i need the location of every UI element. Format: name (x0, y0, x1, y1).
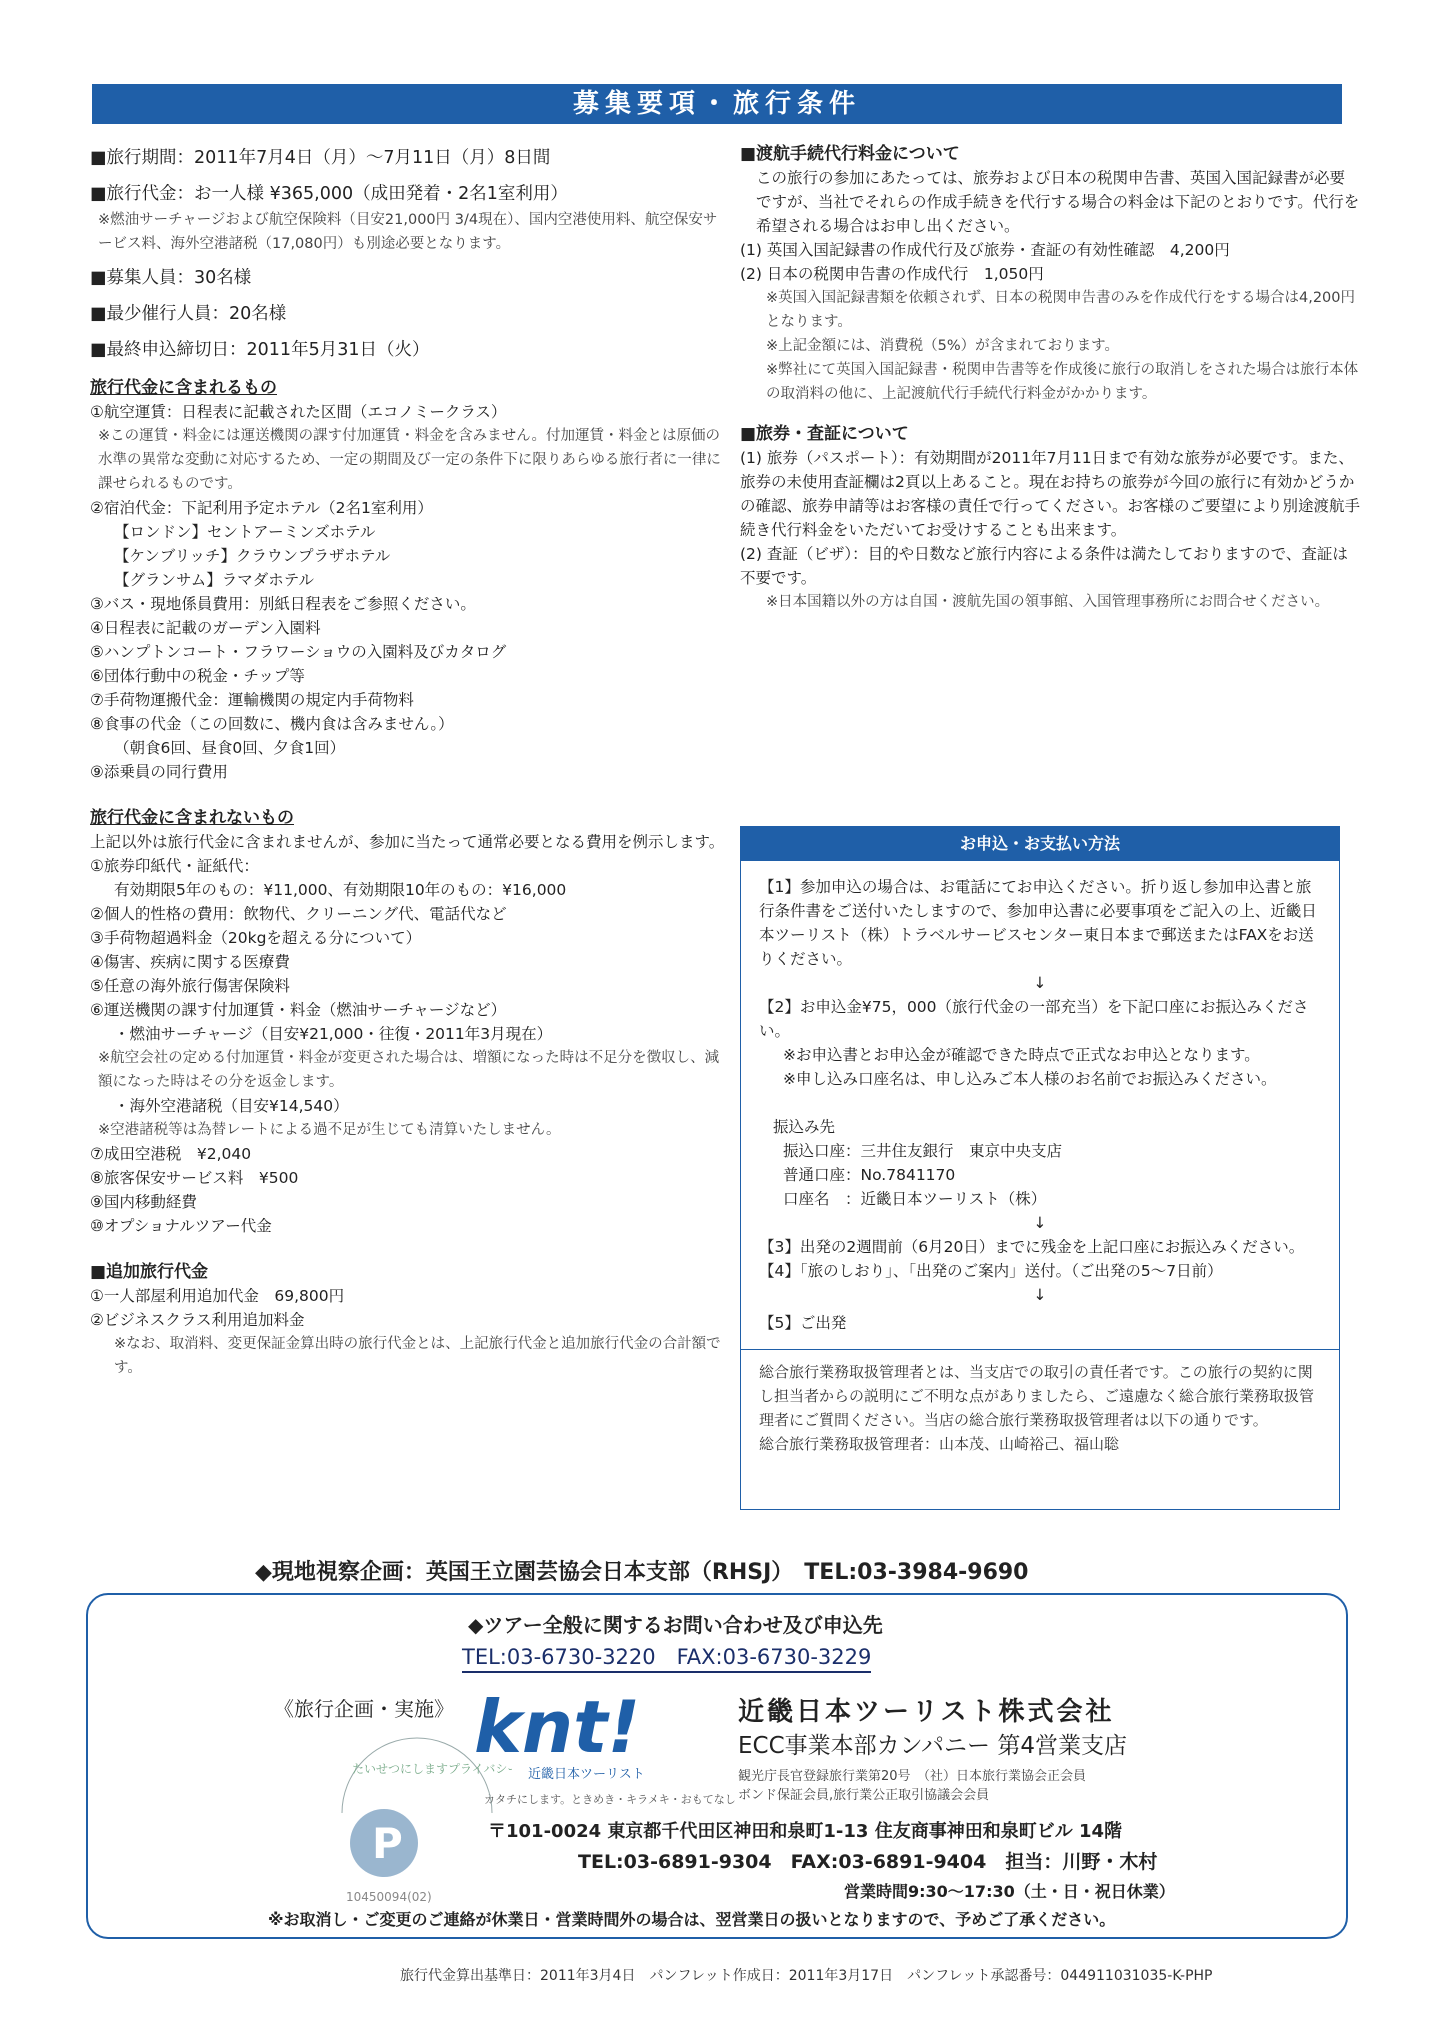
list-item: ・燃油サーチャージ（目安¥21,000・往復・2011年3月現在） (114, 1025, 553, 1043)
bank-line: 口座名 ：近畿日本ツーリスト（株） (783, 1190, 1047, 1208)
address: 〒101-0024 東京都千代田区神田和泉町1-13 住友商事神田和泉町ビル 14階 (488, 1821, 1123, 1842)
arrow-icon: ↓ (1033, 1214, 1047, 1232)
privacy-number: 10450094(02) (346, 1890, 432, 1904)
contact-tel-fax[interactable]: TEL:03-6730-3220 FAX:03-6730-3229 (462, 1641, 871, 1673)
capacity: ■募集人員：30名様 (90, 268, 252, 288)
list-item: ※空港諸税等は為替レートによる過不足が生じても清算いたしません。 (98, 1122, 561, 1138)
list-item: ⑥団体行動中の税金・チップ等 (90, 667, 305, 685)
application-box (740, 826, 1340, 1510)
list-item: ※航空会社の定める付加運賃・料金が変更された場合は、増額になった時は不足分を徴収し、減額になった時はその分を返金します。 (98, 1050, 720, 1090)
knt-tagline: カタチにします。ときめき・キラメキ・おもてなし (484, 1793, 736, 1806)
rhsj-contact: ◆現地視察企画：英国王立園芸協会日本支部（RHSJ） TEL:03-3984-9690 (255, 1560, 1029, 1585)
list-item: (2) 査証（ビザ）：目的や日数など旅行内容による条件は満たしておりますので、査証は不要です。 (740, 545, 1348, 587)
bank-line: 振込口座：三井住友銀行 東京中央支店 (783, 1142, 1063, 1160)
list-item: ①旅券印紙代・証紙代： (90, 857, 259, 875)
organizer-label: 《旅行企画・実施》 (274, 1697, 454, 1721)
excluded-intro: 上記以外は旅行代金に含まれませんが、参加に当たって通常必要となる費用を例示します。 (90, 833, 725, 851)
registration-line: ボンド保証会員,旅行業公正取引協議会会員 (738, 1788, 990, 1803)
left-column (90, 136, 730, 1380)
list-item: ⑤ハンプトンコート・フラワーショウの入園料及びカタログ (90, 643, 507, 661)
list-item: ⑤任意の海外旅行傷害保険料 (90, 977, 290, 995)
list-item: ⑧旅客保安サービス料 ¥500 (90, 1169, 299, 1187)
list-item: (2) 日本の税関申告書の作成代行 1,050円 (740, 265, 1044, 283)
list-item: ⑥運送機関の課す付加運賃・料金（燃油サーチャージなど） (90, 1001, 507, 1019)
contact-heading: ◆ツアー全般に関するお問い合わせ及び申込先 (468, 1613, 883, 1637)
list-item: ④傷害、疾病に関する医療費 (90, 953, 290, 971)
list-item: ②ビジネスクラス利用追加料金 (90, 1311, 305, 1329)
list-item: ⑧食事の代金（この回数に、機内食は含みません。） (90, 715, 454, 733)
list-item: 【ロンドン】セントアーミンズホテル (114, 523, 376, 541)
privacy-p: P (372, 1819, 403, 1868)
price: ■旅行代金：お一人様 ¥365,000（成田発着・2名1室利用） (90, 184, 568, 204)
list-item: ①一人部屋利用追加代金 69,800円 (90, 1287, 345, 1305)
fee-title: ■渡航手続代行料金について (740, 144, 960, 164)
list-item: ※弊社にて英国入国記録書・税関申告書等を作成後に旅行の取消しをされた場合は旅行本体の取消料の他に、上記渡航代行手続代行料金がかかります。 (766, 362, 1359, 402)
additional-list (90, 1284, 730, 1380)
list-item: ③バス・現地係員費用：別紙日程表をご参照ください。 (90, 595, 476, 613)
deadline: ■最終申込締切日：2011年5月31日（火） (90, 340, 430, 360)
minimum: ■最少催行人員：20名様 (90, 304, 287, 324)
list-item: 【ケンブリッチ】クラウンプラザホテル (114, 547, 391, 565)
list-item: (1) 英国入国記録書の作成代行及び旅券・査証の有効性確認 4,200円 (740, 241, 1230, 259)
right-column (740, 136, 1360, 614)
step-note: ※申し込み口座名は、申し込みご本人様のお名前でお振込みください。 (783, 1070, 1277, 1088)
bank-title: 振込み先 (773, 1118, 836, 1136)
application-title: お申込・お支払い方法 (741, 827, 1339, 861)
step: 【5】ご出発 (759, 1314, 847, 1332)
business-hours: 営業時間9:30～17:30（土・日・祝日休業） (844, 1882, 1175, 1901)
list-item: ⑦手荷物運搬代金：運輸機関の規定内手荷物料 (90, 691, 414, 709)
list-item: ※英国入国記録書類を依頼されず、日本の税関申告書のみを作成代行をする場合は4,200円となります。 (766, 290, 1355, 330)
list-item: ・海外空港諸税（目安¥14,540） (114, 1097, 349, 1115)
registration-line: 観光庁長官登録旅行業第20号 （社）日本旅行業協会正会員 (738, 1769, 1087, 1784)
manager-names: 総合旅行業務取扱管理者：山本茂、山崎裕己、福山聡 (759, 1435, 1120, 1453)
step: 【3】出発の2週間前（6月20日）までに残金を上記口座にお振込みください。 (759, 1238, 1305, 1256)
step-note: ※お申込書とお申込金が確認できた時点で正式なお申込となります。 (783, 1046, 1260, 1064)
company-name: 近畿日本ツーリスト株式会社 (738, 1697, 1115, 1727)
footer-meta: 旅行代金算出基準日：2011年3月4日 パンフレット作成日：2011年3月17日 パンフレット承認番号：044911031035-K-PHP (400, 1968, 1213, 1984)
arrow-icon: ↓ (1033, 1286, 1047, 1304)
manager-note (741, 1349, 1339, 1466)
branch-tel-fax[interactable]: TEL:03-6891-9304 FAX:03-6891-9404 担当：川野・木村 (578, 1851, 1158, 1873)
bank-line: 普通口座：No.7841170 (783, 1166, 956, 1184)
list-item: ③手荷物超過料金（20kgを超える分について） (90, 929, 422, 947)
list-item: ※日本国籍以外の方は自国・渡航先国の領事館、入国管理事務所にお問合せください。 (766, 594, 1330, 610)
excluded-title: 旅行代金に含まれないもの (90, 808, 294, 828)
list-item: ①航空運賃：日程表に記載された区間（エコノミークラス） (90, 403, 507, 421)
step: 【1】参加申込の場合は、お電話にてお申込ください。折り返し参加申込書と旅行条件書をご送付いたしますので、参加申込書に必要事項をご記入の上、近畿日本ツーリスト（株）トラベルサービスセンター東日本まで郵送またはFAXをお送りください。 (759, 878, 1317, 968)
included-list (90, 400, 730, 784)
list-item: ④日程表に記載のガーデン入園料 (90, 619, 321, 637)
list-item: ⑩オプショナルツアー代金 (90, 1217, 272, 1235)
list-item: ※上記金額には、消費税（5%）が含まれております。 (766, 338, 1119, 354)
list-item: ※この運賃・料金には運送機関の課す付加運賃・料金を含みません。付加運賃・料金とは原価の水準の異常な変動に対応するため、一定の期間及び一定の条件下に限りあらゆる旅行者に一律に課せられるものです。 (98, 428, 721, 492)
list-item: (1) 旅券（パスポート）：有効期間が2011年7月11日まで有効な旅券が必要です。また、旅券の未使用査証欄は2頁以上あること。現在お持ちの旅券が今回の旅行に有効かどうかの確認、旅券申請等はお客様の責任で行ってください。お客様のご要望により別途渡航手続き代行料金をいただいてお受けすることも出来ます。 (740, 449, 1361, 539)
excluded-list (90, 854, 730, 1238)
fee-intro: この旅行の参加にあたっては、旅券および日本の税関申告書、英国入国記録書が必要ですが、当社でそれらの作成手続きを代行する場合の料金は下記のとおりです。代行を希望される場合はお申し出ください。 (756, 169, 1360, 235)
list-item: 【グランサム】ラマダホテル (114, 571, 314, 589)
arrow-icon: ↓ (1033, 974, 1047, 992)
privacy-text: たいせつにしますプライバシー (352, 1762, 512, 1776)
registration (738, 1765, 1086, 1803)
knt-logo-sub: 近畿日本ツーリスト (528, 1767, 645, 1782)
price-note: ※燃油サーチャージおよび航空保険料（目安21,000円 3/4現在）、国内空港使用料、航空保安サービス料、海外空港諸税（17,080円）も別途必要となります。 (98, 212, 718, 252)
application-steps (741, 861, 1339, 1349)
contact-panel (86, 1593, 1348, 1939)
knt-logo: knt! (474, 1685, 641, 1769)
list-item: ※なお、取消料、変更保証金算出時の旅行代金とは、上記旅行代金と追加旅行代金の合計額です。 (114, 1336, 721, 1376)
period: ■旅行期間：2011年7月4日（月）～7月11日（月）8日間 (90, 148, 551, 168)
cancel-note: ※お取消し・ご変更のご連絡が休業日・営業時間外の場合は、翌営業日の扱いとなりますので、予めご了承ください。 (268, 1910, 1116, 1929)
step: 【2】お申込金¥75，000（旅行代金の一部充当）を下記口座にお振込みください。 (759, 998, 1309, 1040)
included-title: 旅行代金に含まれるもの (90, 378, 277, 398)
list-item: 有効期限5年のもの：¥11,000、有効期限10年のもの：¥16,000 (114, 881, 567, 899)
list-item: （朝食6回、昼食0回、夕食1回） (114, 739, 346, 757)
page-title: 募集要項・旅行条件 (92, 84, 1342, 124)
visa-title: ■旅券・査証について (740, 424, 909, 444)
step: 【4】「旅のしおり」、「出発のご案内」送付。（ご出発の5～7日前） (759, 1262, 1223, 1280)
list-item: ⑨国内移動経費 (90, 1193, 197, 1211)
manager-text: 総合旅行業務取扱管理者とは、当支店での取引の責任者です。この旅行の契約に関し担当者からの説明にご不明な点がありましたら、ご遠慮なく総合旅行業務取扱管理者にご質問ください。当店の総合旅行業務取扱管理者は以下の通りです。 (759, 1363, 1315, 1429)
privacy-mark-icon (322, 1713, 512, 1913)
additional-title: ■追加旅行代金 (90, 1262, 209, 1282)
list-item: ⑨添乗員の同行費用 (90, 763, 228, 781)
list-item: ②個人的性格の費用：飲物代、クリーニング代、電話代など (90, 905, 507, 923)
list-item: ②宿泊代金：下記利用予定ホテル（2名1室利用） (90, 499, 433, 517)
branch-name: ECC事業本部カンパニー 第4営業支店 (738, 1733, 1127, 1759)
list-item: ⑦成田空港税 ¥2,040 (90, 1145, 252, 1163)
